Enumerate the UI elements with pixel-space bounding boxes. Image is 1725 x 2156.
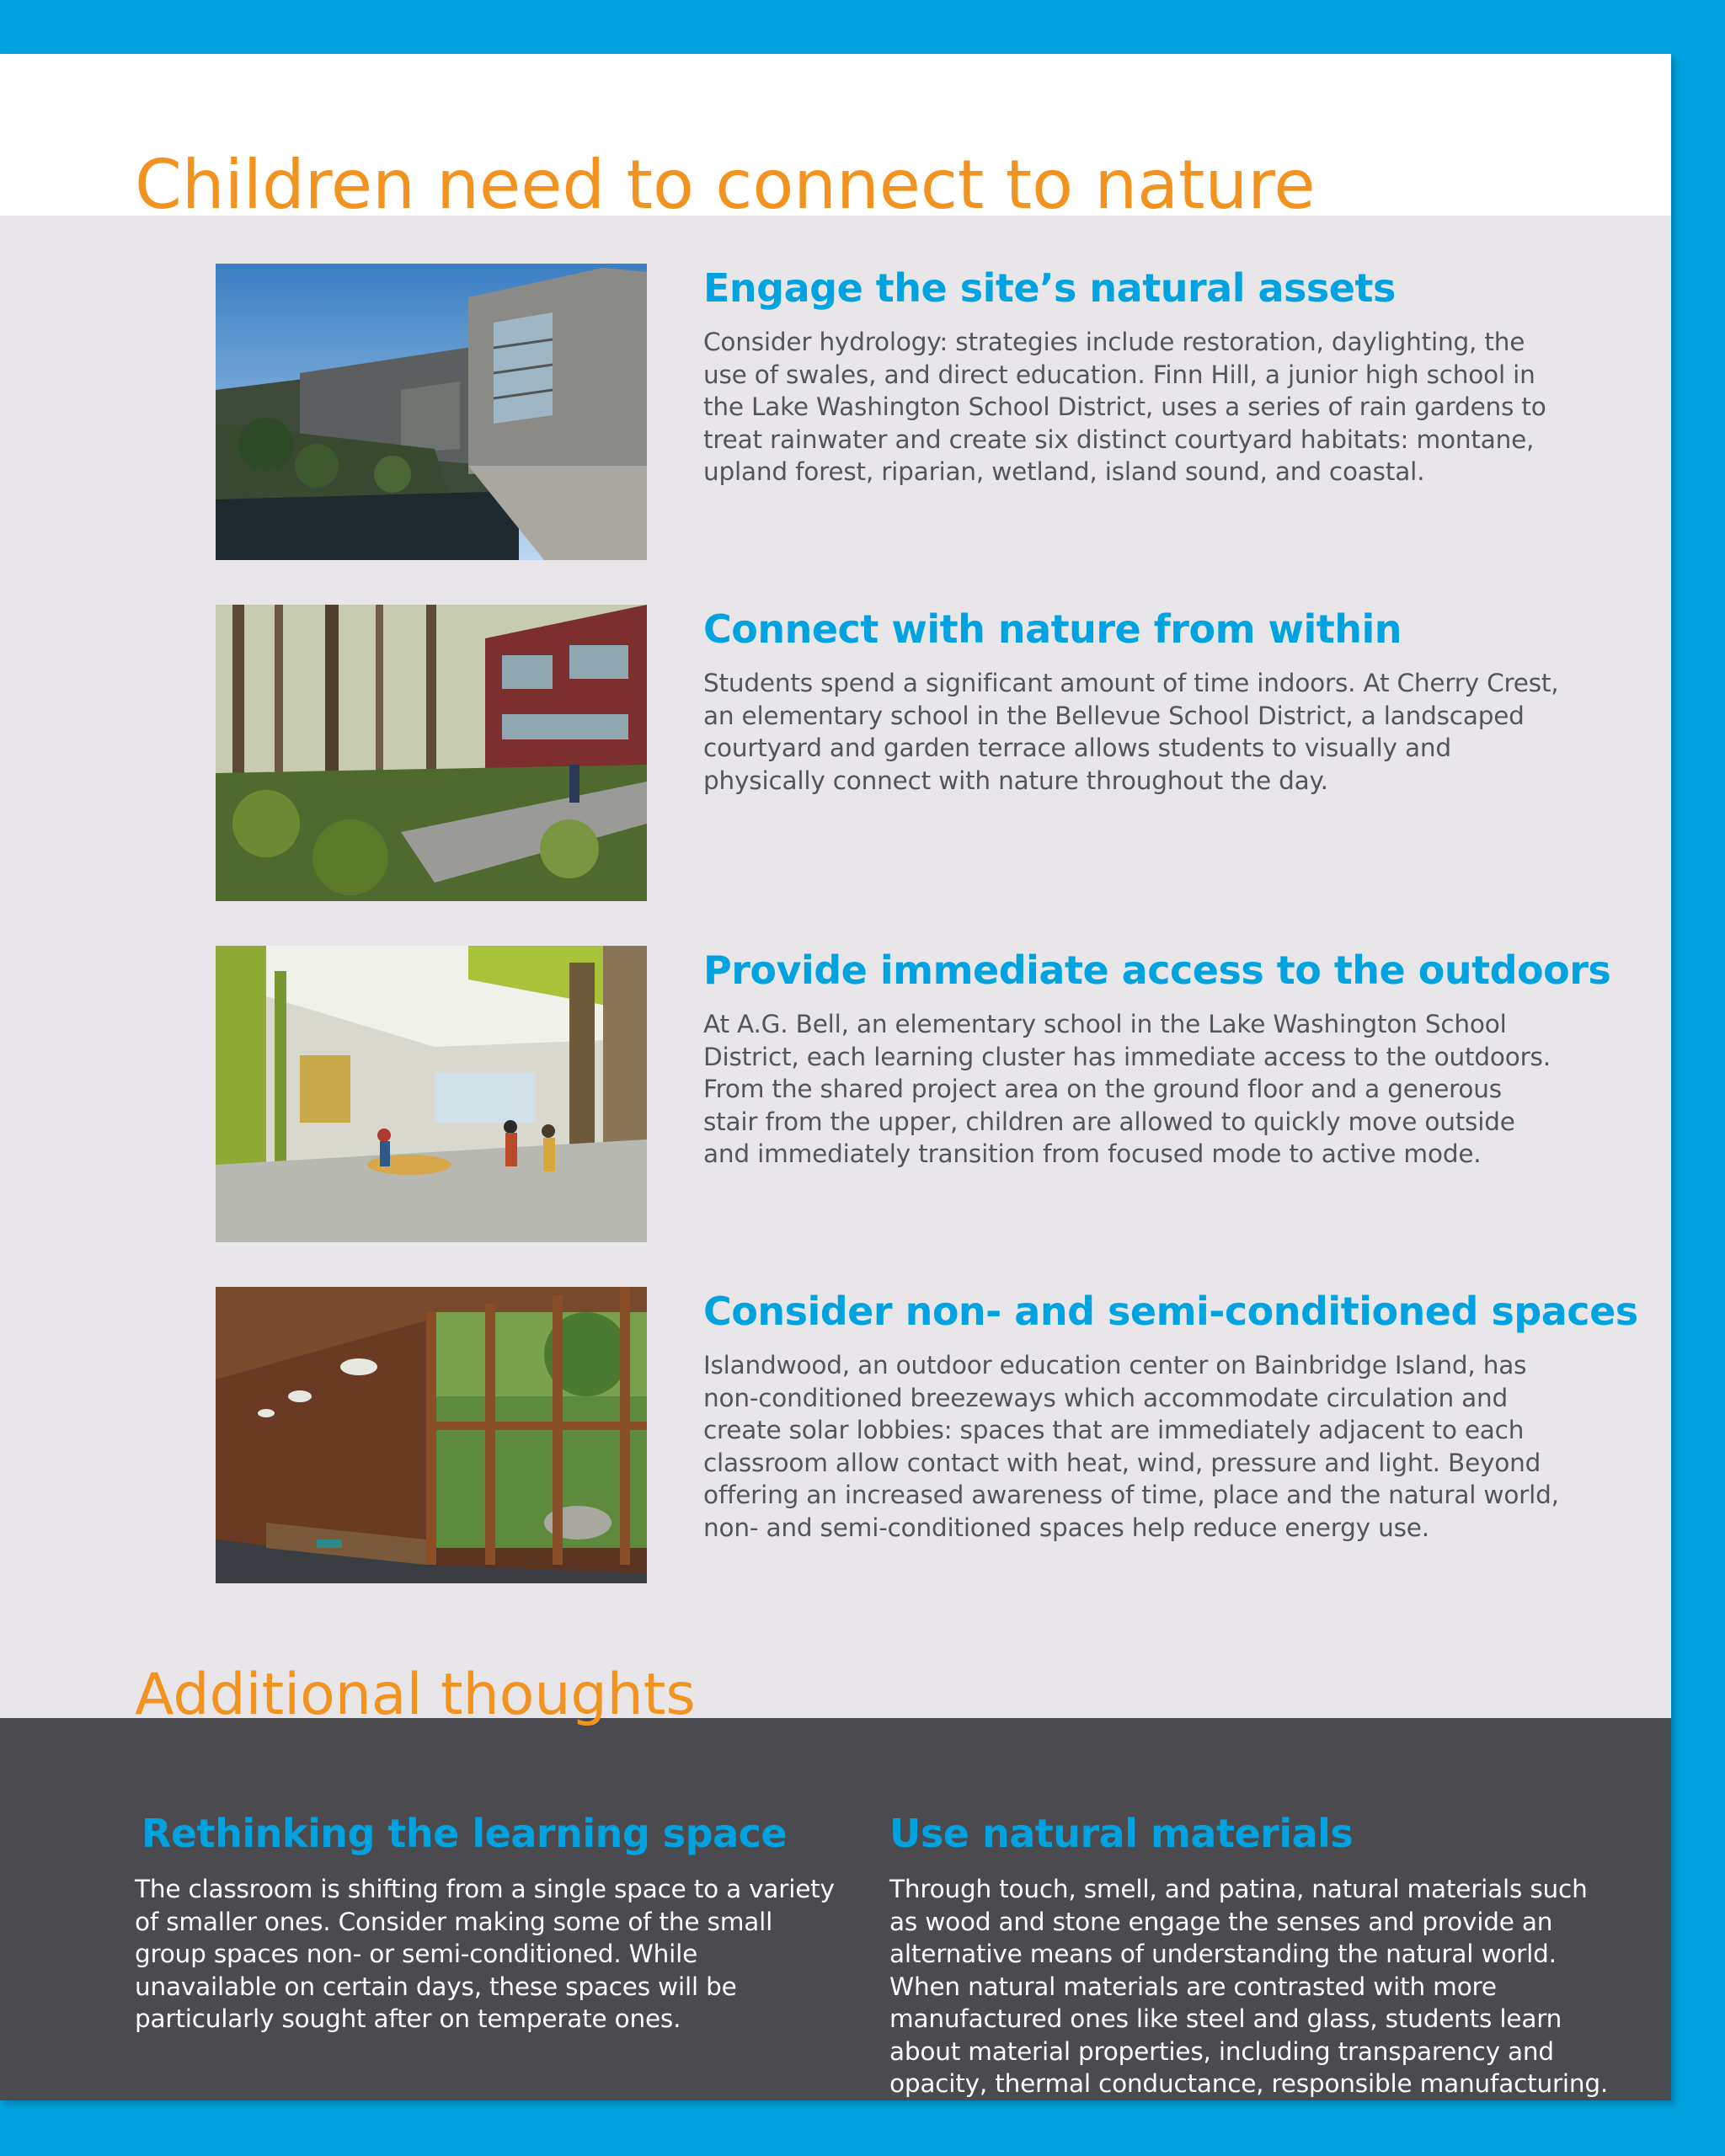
- section-heading: Connect with nature from within: [703, 606, 1402, 652]
- section-heading: Engage the site’s natural assets: [703, 265, 1396, 311]
- section-text: [703, 264, 1563, 488]
- section-nature-within: [216, 605, 1563, 901]
- photo-cherry-crest-courtyard: [216, 605, 647, 901]
- document-page: [0, 54, 1671, 2100]
- section-heading: Consider non- and semi-conditioned spaces: [703, 1289, 1638, 1334]
- additional-thoughts-title: Additional thoughts: [135, 1662, 696, 1728]
- column-heading: Rethinking the learning space: [142, 1811, 788, 1856]
- section-semi-conditioned: [216, 1287, 1638, 1583]
- section-site-assets: [216, 264, 1563, 560]
- page-title: Children need to connect to nature: [135, 146, 1316, 224]
- section-body: Consider hydrology: strategies include restoration, daylighting, the use of swales, and direct education. Finn Hill, a junior high school in the Lake Washington School District, uses a series of rain gardens to treat rainwater and create six distinct courtyard habitats: montane, upland forest, riparian, wetland, island sound, and coastal.: [703, 328, 1546, 486]
- column-heading: Use natural materials: [889, 1811, 1354, 1856]
- section-body: Students spend a significant amount of time indoors. At Cherry Crest, an elementary school in the Bellevue School District, a landscaped courtyard and garden terrace allows students to visually and physically connect with nature throughout the day.: [703, 669, 1559, 795]
- photo-finn-hill-school: [216, 264, 647, 560]
- section-body: Islandwood, an outdoor education center on Bainbridge Island, has non-conditioned breezeways which accommodate circulation and create solar lobbies: spaces that are immediately adjacent to each classroom allow contact with heat, wind, pressure and light. Beyond offering an increased awareness of time, place and the natural world, non- and semi-conditioned spaces help reduce energy use.: [703, 1351, 1559, 1542]
- section-text: [703, 946, 1611, 1171]
- column-natural-materials: [889, 1811, 1614, 2100]
- column-body: The classroom is shifting from a single space to a variety of smaller ones. Consider making some of the small group spaces non- or semi-conditioned. While unavailable on certain days, these spaces will be particularly sought after on temperate ones.: [135, 1875, 835, 2033]
- section-text: [703, 1287, 1638, 1544]
- section-outdoor-access: [216, 946, 1611, 1242]
- photo-ag-bell-classroom: [216, 946, 647, 1242]
- column-learning-space: [135, 1811, 842, 2036]
- photo-islandwood-breezeway: [216, 1287, 647, 1583]
- section-text: [703, 605, 1563, 797]
- section-body: At A.G. Bell, an elementary school in the Lake Washington School District, each learning cluster has immediate access to the outdoors. From the shared project area on the ground floor and a generous stair from the upper, children are allowed to quickly move outside and immediately transition from focused mode to active mode.: [703, 1010, 1551, 1168]
- column-body: Through touch, smell, and patina, natural materials such as wood and stone engage the senses and provide an alternative means of understanding the natural world. When natural materials are contrasted with more manufactured ones like steel and glass, students learn about material properties, including transparency and opacity, thermal conductance, responsible manufacturing.: [889, 1875, 1609, 2098]
- section-heading: Provide immediate access to the outdoors: [703, 947, 1611, 993]
